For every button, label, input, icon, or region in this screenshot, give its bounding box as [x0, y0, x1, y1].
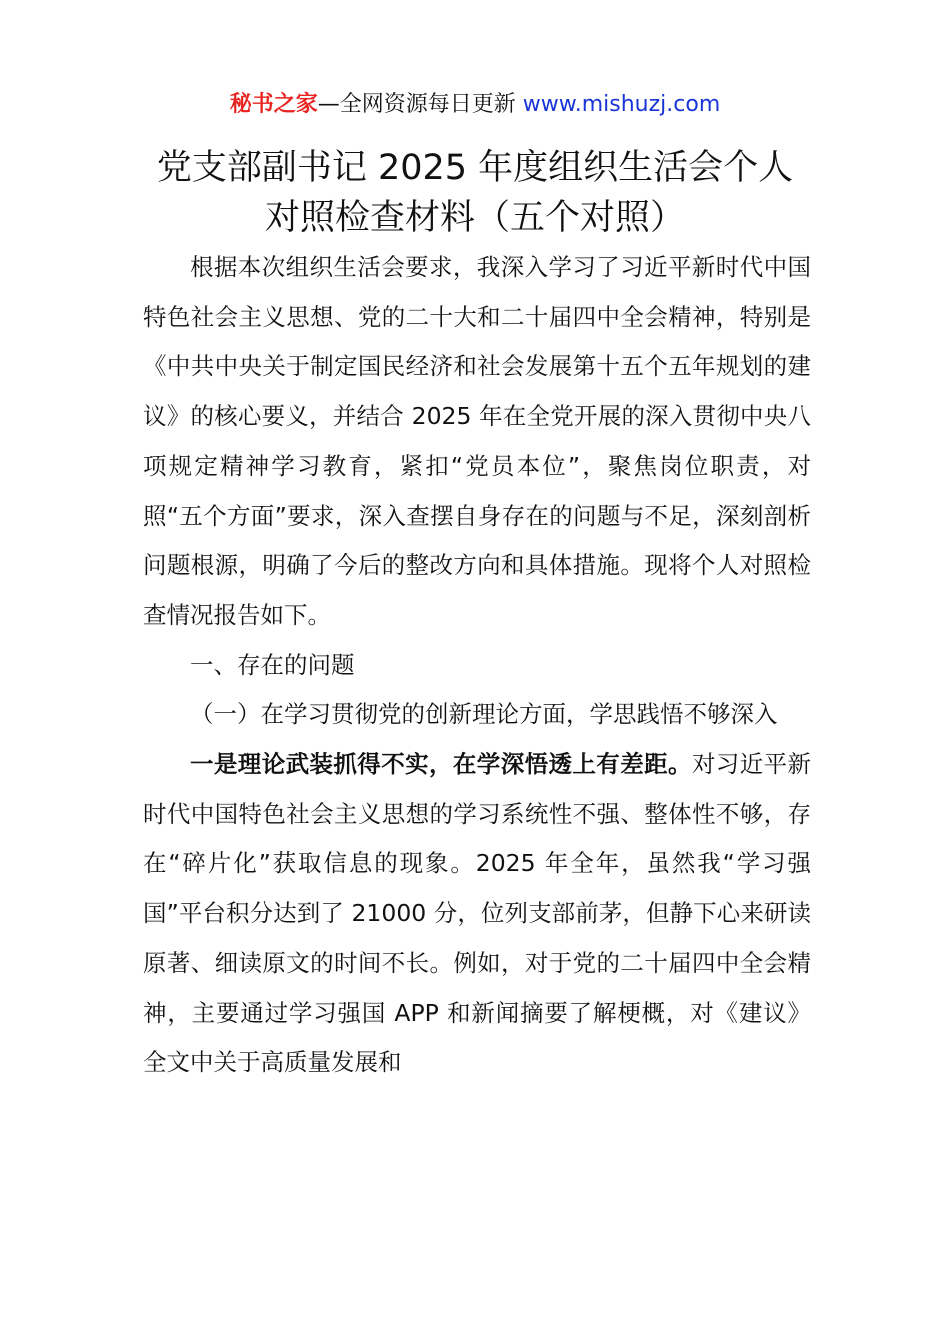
intro-paragraph: 根据本次组织生活会要求，我深入学习了习近平新时代中国特色社会主义思想、党的二十大和二十届四中全会精神，特别是《中共中央关于制定国民经济和社会发展第十五个五年规划的建议》的核心要义，并结合 2025 年在全党开展的深入贯彻中央八项规定精神学习教育，紧扣“党员本位”，聚焦岗位职责，对照“五个方面”要求，深入查摆自身存在的问题与不足，深刻剖析问题根源，明确了今后的整改方向和具体措施。现将个人对照检查情况报告如下。: [143, 253, 811, 629]
point-lead: 一是理论武装抓得不实，在学深悟透上有差距。: [190, 750, 692, 779]
point-text: 对习近平新时代中国特色社会主义思想的学习系统性不强、整体性不够，存在“碎片化”获取信息的现象。2025 年全年，虽然我“学习强国”平台积分达到了 21000 分，位列支部前茅，但静下心来研读原著、细读原文的时间不长。例如，对于党的二十届四中全会精神，主要通过学习强国 APP 和新闻摘要了解梗概，对《建议》全文中关于高质量发展和: [143, 750, 812, 1077]
brand-name: 秘书之家: [229, 92, 318, 117]
document-title: [0, 143, 950, 243]
site-header: [0, 88, 950, 122]
site-url-link[interactable]: www.mishuzj.com: [522, 92, 721, 117]
subsection-heading: （一）在学习贯彻党的创新理论方面，学思践悟不够深入: [190, 700, 778, 729]
section-heading: 一、存在的问题: [190, 650, 355, 679]
point-paragraph: [143, 740, 811, 1088]
title-line-2: 对照检查材料（五个对照）: [264, 198, 685, 238]
title-line-1: 党支部副书记 2025 年度组织生活会个人: [156, 148, 794, 188]
document-body: [143, 243, 811, 1088]
header-tagline: —全网资源每日更新: [317, 92, 523, 117]
